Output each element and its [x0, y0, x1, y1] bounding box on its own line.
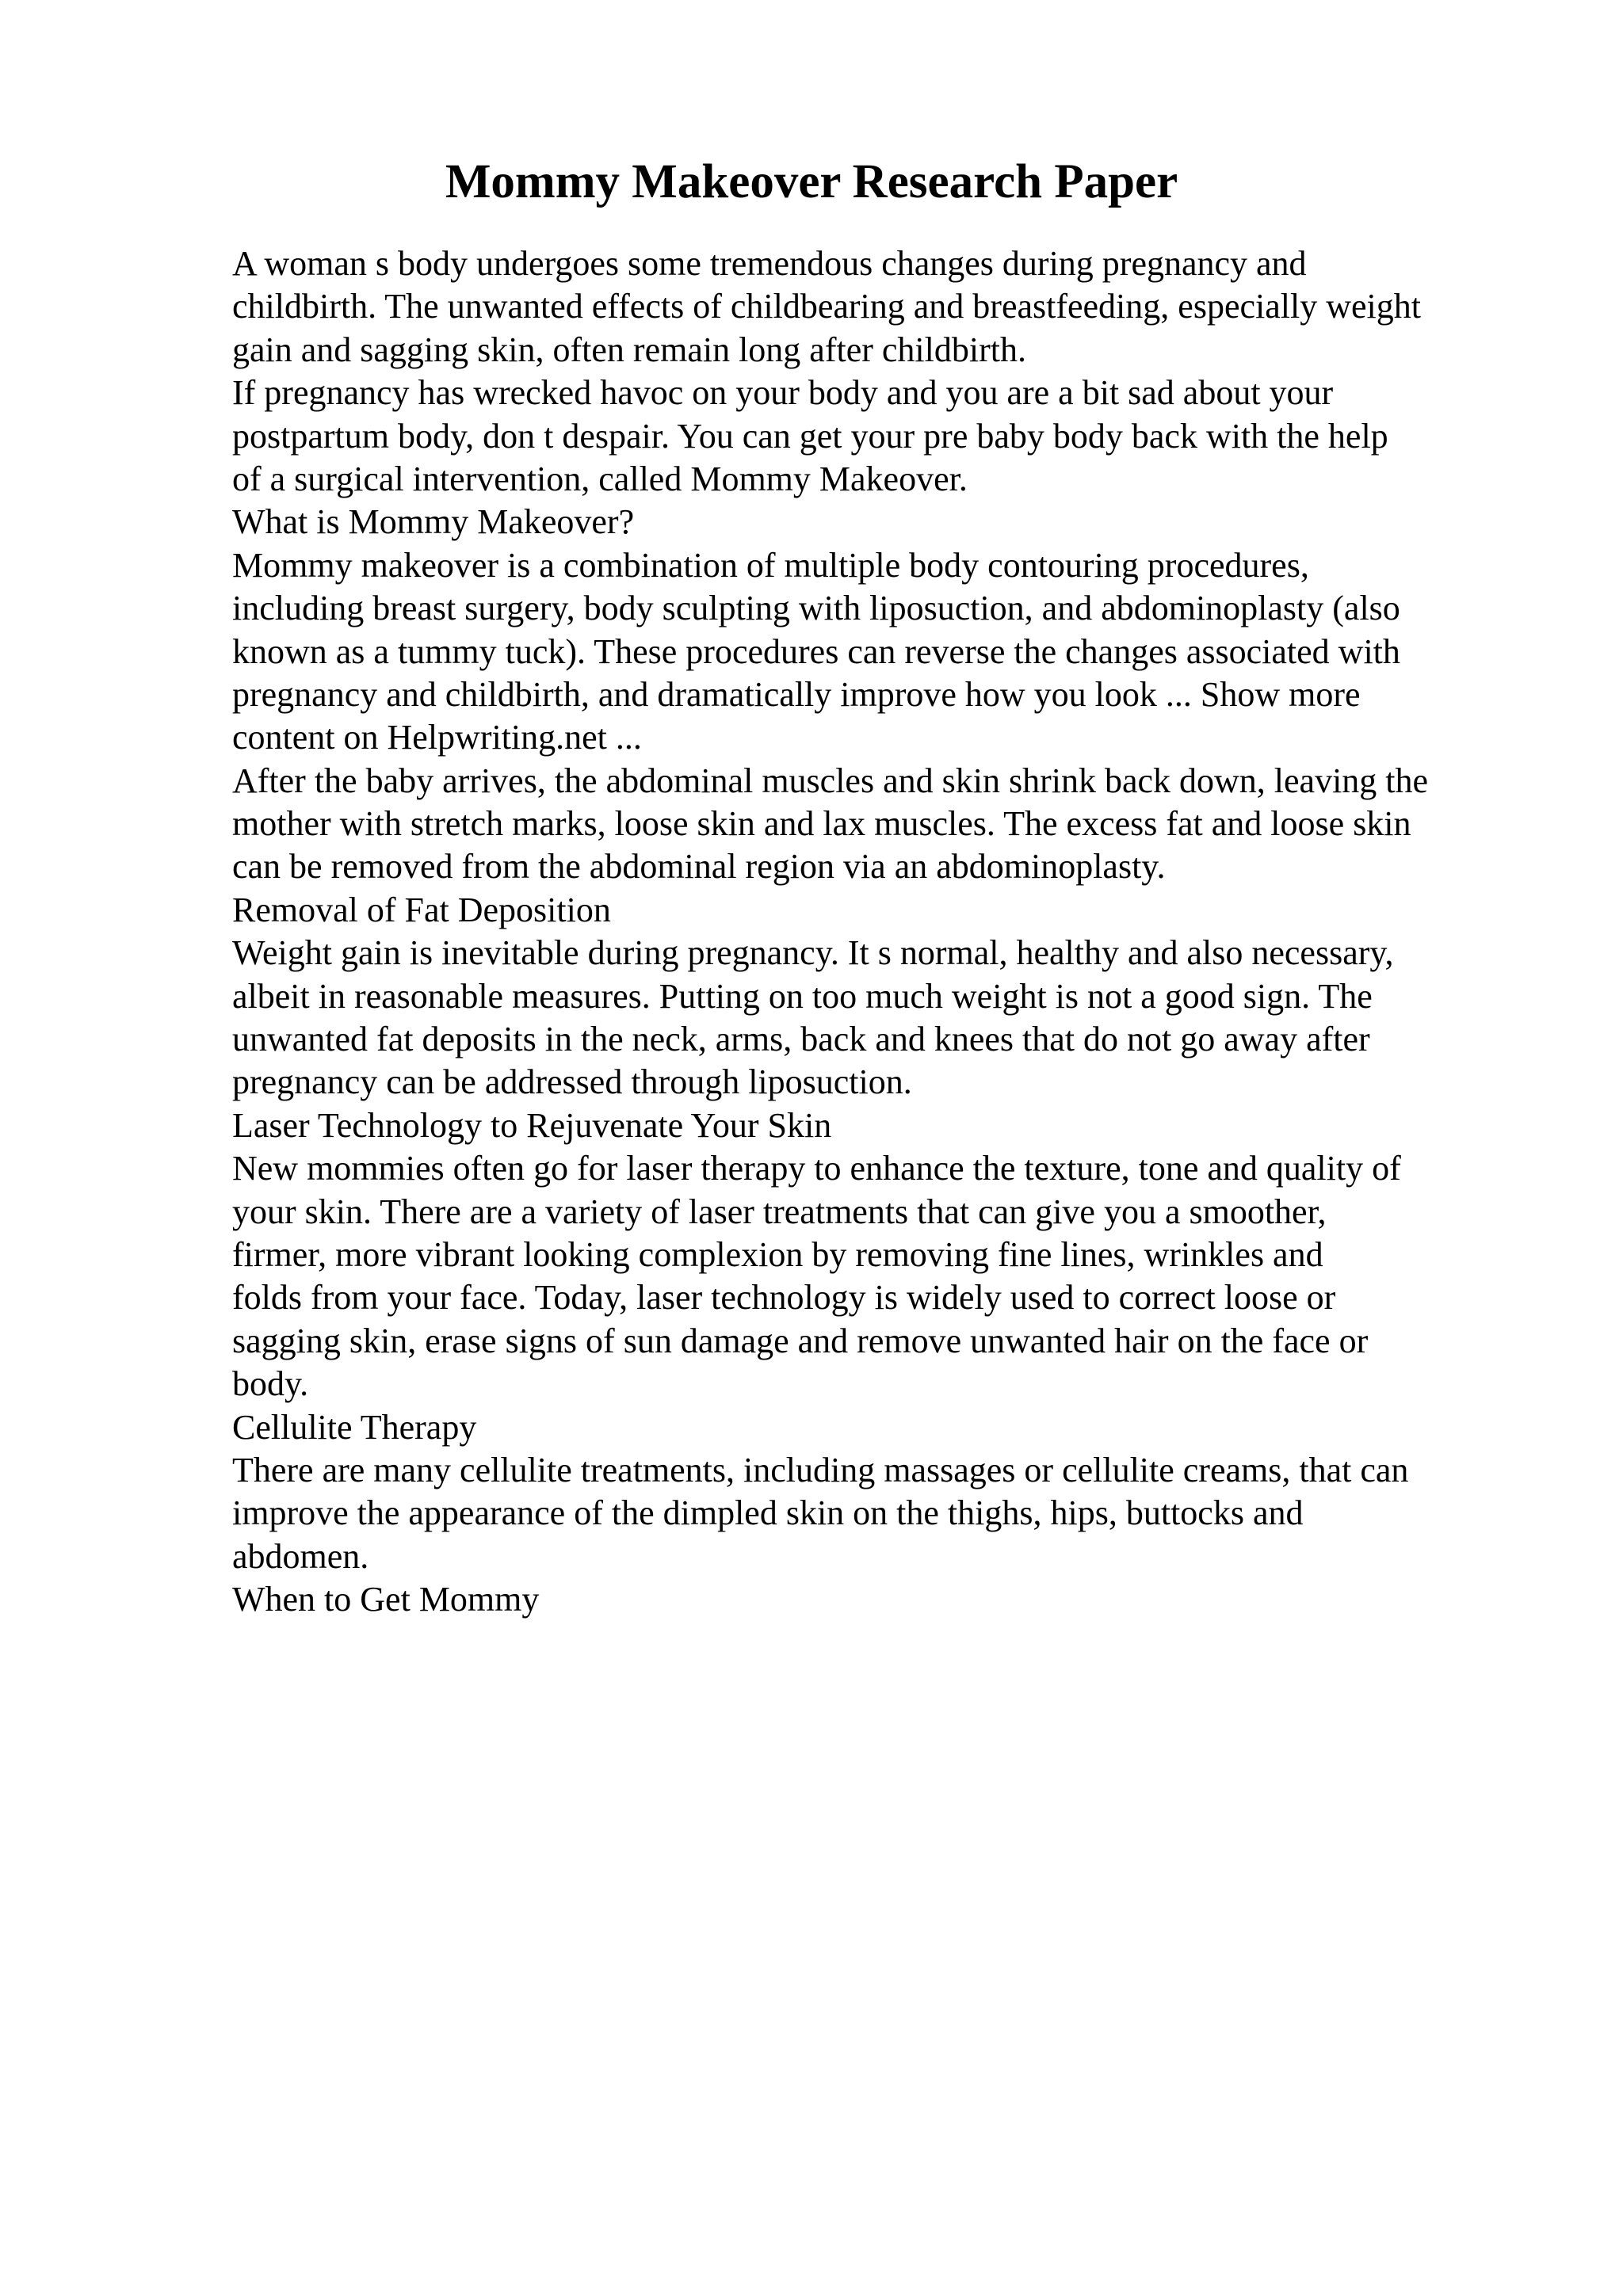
text-line: known as a tummy tuck). These procedures can reverse the changes associated with [232, 631, 1400, 671]
text-line: body. [232, 1364, 309, 1404]
text-line: abdomen. [232, 1536, 369, 1576]
text-line: There are many cellulite treatments, including massages or cellulite creams, that can [232, 1450, 1409, 1489]
text-line: A woman s body undergoes some tremendous changes during pregnancy and [232, 244, 1307, 283]
text-line: firmer, more vibrant looking complexion by removing fine lines, wrinkles and [232, 1234, 1323, 1274]
section-heading: Removal of Fat Deposition [232, 890, 611, 929]
text-line: If pregnancy has wrecked havoc on your body and you are a bit sad about your [232, 373, 1334, 413]
text-line: pregnancy and childbirth, and dramatically improve how you look ... Show more [232, 674, 1361, 714]
text-line: albeit in reasonable measures. Putting on too much weight is not a good sign. The [232, 976, 1373, 1016]
text-line: improve the appearance of the dimpled skin on the thighs, hips, buttocks and [232, 1493, 1304, 1533]
text-line: Mommy makeover is a combination of multiple body contouring procedures, [232, 545, 1309, 585]
text-line: content on Helpwriting.net ... [232, 718, 642, 757]
text-line: postpartum body, don t despair. You can get your pre baby body back with the help [232, 416, 1388, 456]
section-heading: When to Get Mommy [232, 1580, 540, 1619]
section-heading: Laser Technology to Rejuvenate Your Skin [232, 1105, 832, 1145]
text-line: New mommies often go for laser therapy to enhance the texture, tone and quality of [232, 1149, 1401, 1188]
text-line: including breast surgery, body sculpting with liposuction, and abdominoplasty (also [232, 589, 1400, 628]
page-title: Mommy Makeover Research Paper [445, 155, 1178, 208]
text-line: mother with stretch marks, loose skin and lax muscles. The excess fat and loose skin [232, 804, 1411, 844]
text-line: Weight gain is inevitable during pregnancy. It s normal, healthy and also necessary, [232, 933, 1394, 973]
text-line: sagging skin, erase signs of sun damage and remove unwanted hair on the face or [232, 1321, 1369, 1360]
text-line: can be removed from the abdominal region via an abdominoplasty. [232, 847, 1166, 887]
text-line: childbirth. The unwanted effects of childbearing and breastfeeding, especially weight [232, 287, 1421, 326]
text-line: your skin. There are a variety of laser treatments that can give you a smoother, [232, 1192, 1327, 1231]
text-line: of a surgical intervention, called Mommy Makeover. [232, 459, 968, 498]
text-line: pregnancy can be addressed through liposuction. [232, 1062, 912, 1102]
section-heading: Cellulite Therapy [232, 1407, 477, 1447]
text-line: gain and sagging skin, often remain long after childbirth. [232, 330, 1026, 369]
text-line: unwanted fat deposits in the neck, arms, back and knees that do not go away after [232, 1020, 1370, 1059]
document-body [232, 242, 1516, 1622]
section-heading: What is Mommy Makeover? [232, 502, 635, 542]
text-line: After the baby arrives, the abdominal muscles and skin shrink back down, leaving the [232, 761, 1429, 800]
text-line: folds from your face. Today, laser technology is widely used to correct loose or [232, 1278, 1336, 1318]
